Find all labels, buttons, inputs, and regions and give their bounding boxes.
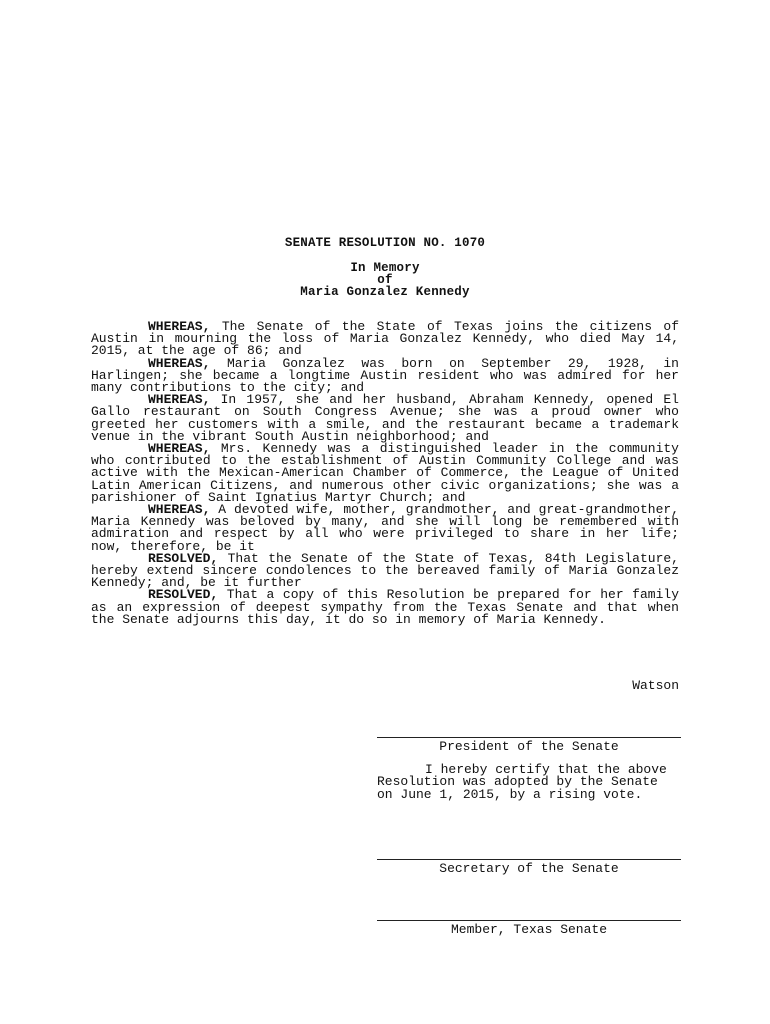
resolution-paragraph (91, 321, 679, 358)
resolution-paragraph (91, 394, 679, 443)
paragraph-text: Maria Gonzalez was born on September 29, 1928, in Harlingen; she became a longtime Austin resident who was admired for her many contributions to the city; and (91, 355, 679, 396)
member-signature-line (377, 920, 681, 921)
paragraph-text: That the Senate of the State of Texas, 84th Legislature, hereby extend sincere condolences to the bereaved family of Maria Gonzalez Kennedy; and, be it further (91, 550, 679, 591)
paragraph-keyword: WHEREAS, (148, 319, 211, 334)
paragraph-keyword: WHEREAS, (148, 355, 211, 371)
certification-text: I hereby certify that the above Resolution was adopted by the Senate on June 1, 2015, by a rising vote. (377, 762, 667, 802)
paragraph-keyword: RESOLVED, (148, 587, 219, 603)
paragraph-keyword: RESOLVED, (148, 550, 219, 566)
resolution-paragraph (91, 550, 679, 591)
paragraph-text: Mrs. Kennedy was a distinguished leader in the community who contributed to the establishment of Austin Community College and was active with the Mexican-American Chamber of Commerce, the League of United Latin American Citizens, and numerous other civic organizations; she was a parishioner of Saint Ignatius Martyr Church; and (91, 441, 679, 505)
secretary-label: Secretary of the Senate (439, 861, 619, 876)
president-signature-line (377, 737, 681, 738)
resolution-body (91, 321, 679, 626)
in-memory-heading: In Memory (350, 261, 420, 275)
paragraph-text: The Senate of the State of Texas joins the citizens of Austin in mourning the loss of Maria Gonzalez Kennedy, who died May 14, 2015, at the age of 86; and (91, 319, 679, 359)
resolution-number: SENATE RESOLUTION NO. 1070 (284, 236, 486, 250)
member-label: Member, Texas Senate (450, 922, 608, 937)
secretary-signature-line (377, 859, 681, 860)
resolution-paragraph (91, 355, 679, 396)
paragraph-keyword: WHEREAS, (148, 441, 211, 457)
president-label: President of the Senate (439, 739, 619, 754)
resolution-paragraph (91, 443, 679, 504)
of-heading: of (377, 273, 393, 287)
paragraph-text: A devoted wife, mother, grandmother, and great-grandmother, Maria Kennedy was beloved by many, and she will long be remembered with admiration and respect by all who were privileged to share in her life; now, therefore, be it (91, 502, 679, 554)
resolution-paragraph (91, 589, 679, 626)
certification-block (377, 764, 667, 801)
paragraph-text: In 1957, she and her husband, Abraham Kennedy, opened El Gallo restaurant on South Congress Avenue; she was a proud owner who greeted her customers with a smile, and the restaurant became a trademark venue in the vibrant South Austin neighborhood; and (91, 392, 679, 444)
paragraph-keyword: WHEREAS, (148, 502, 211, 518)
resolution-paragraph (91, 504, 679, 553)
honoree-name: Maria Gonzalez Kennedy (300, 285, 470, 299)
sponsor-name: Watson (632, 678, 679, 693)
paragraph-text: That a copy of this Resolution be prepared for her family as an expression of deepest sympathy from the Texas Senate and that when the Senate adjourns this day, it do so in memory of Maria Kennedy. (91, 587, 679, 627)
paragraph-keyword: WHEREAS, (148, 392, 211, 408)
